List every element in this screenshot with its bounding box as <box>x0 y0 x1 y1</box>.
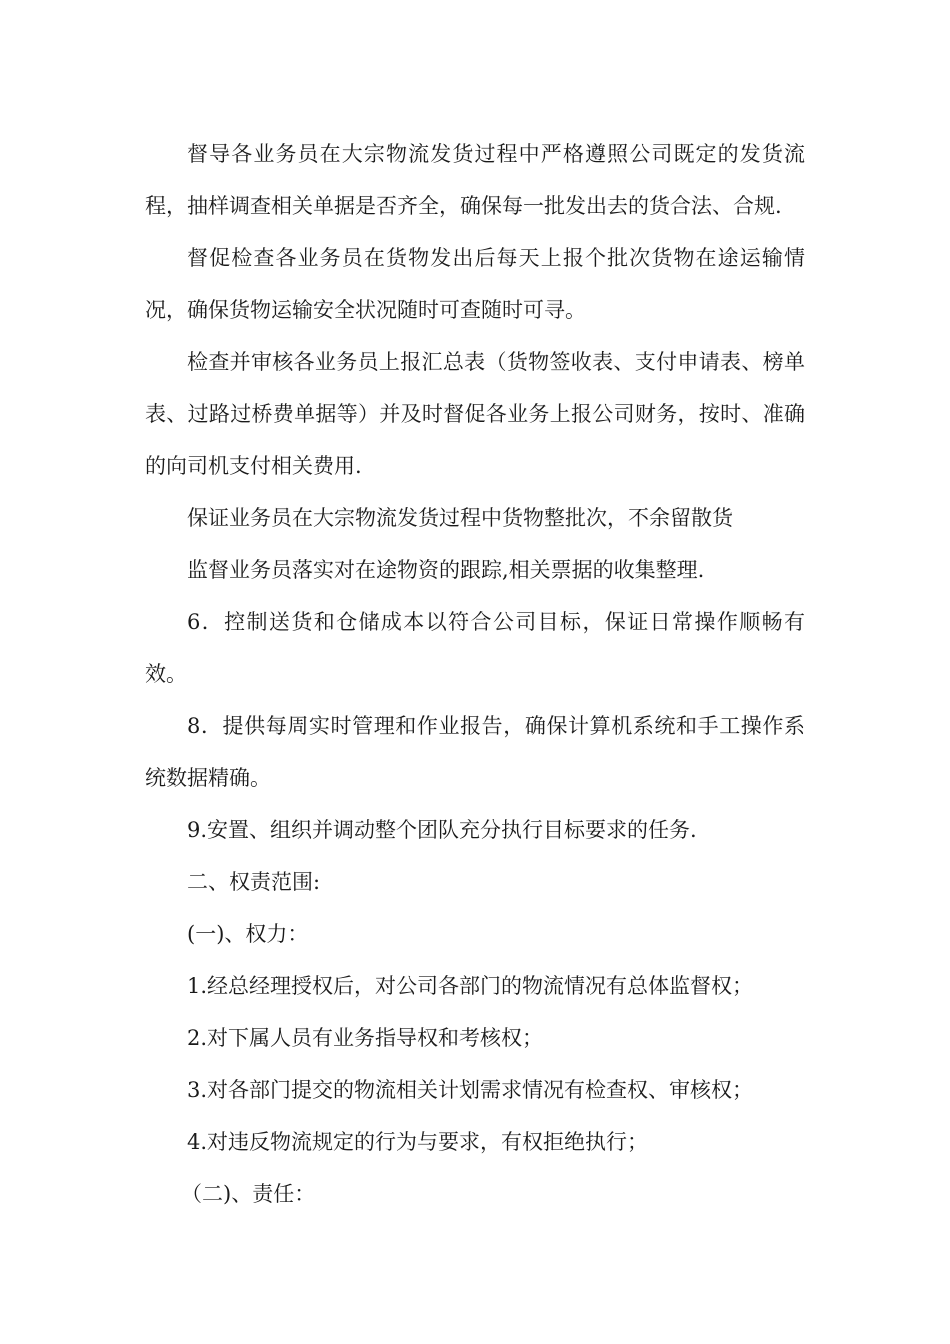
document-body <box>145 128 805 1220</box>
paragraph-full-batch: 保证业务员在大宗物流发货过程中货物整批次，不余留散货 <box>187 506 733 530</box>
list-item-power-2: 2.对下属人员有业务指导权和考核权； <box>187 1026 544 1050</box>
list-item-power-3: 3.对各部门提交的物流相关计划需求情况有检查权、审核权； <box>187 1078 754 1102</box>
list-item-power-1: 1.经总经理授权后，对公司各部门的物流情况有总体监督权； <box>187 974 754 998</box>
paragraph-item-8: 8．提供每周实时管理和作业报告，确保计算机系统和手工操作系统数据精确。 <box>145 714 805 790</box>
paragraph-item-9: 9.安置、组织并调动整个团队充分执行目标要求的任务. <box>187 818 697 842</box>
paragraph-item-6: 6．控制送货和仓储成本以符合公司目标，保证日常操作顺畅有效。 <box>145 610 805 686</box>
section-heading-scope: 二、权责范围: <box>187 870 321 894</box>
paragraph-report-review: 检查并审核各业务员上报汇总表（货物签收表、支付申请表、榜单表、过路过桥费单据等）并及时督促各业务上报公司财务，按时、准确的向司机支付相关费用. <box>145 350 805 478</box>
subsection-heading-powers: (一)、权力： <box>187 922 309 946</box>
list-item-power-4: 4.对违反物流规定的行为与要求，有权拒绝执行； <box>187 1130 649 1154</box>
paragraph-tracking: 监督业务员落实对在途物资的跟踪,相关票据的收集整理. <box>187 558 705 582</box>
subsection-heading-responsibilities: （二)、责任： <box>181 1182 316 1206</box>
paragraph-transport-reporting: 督促检查各业务员在货物发出后每天上报个批次货物在途运输情况，确保货物运输安全状况随时可查随时可寻。 <box>145 246 805 322</box>
paragraph-delivery-supervision: 督导各业务员在大宗物流发货过程中严格遵照公司既定的发货流程，抽样调查相关单据是否齐全，确保每一批发出去的货合法、合规. <box>145 142 805 218</box>
